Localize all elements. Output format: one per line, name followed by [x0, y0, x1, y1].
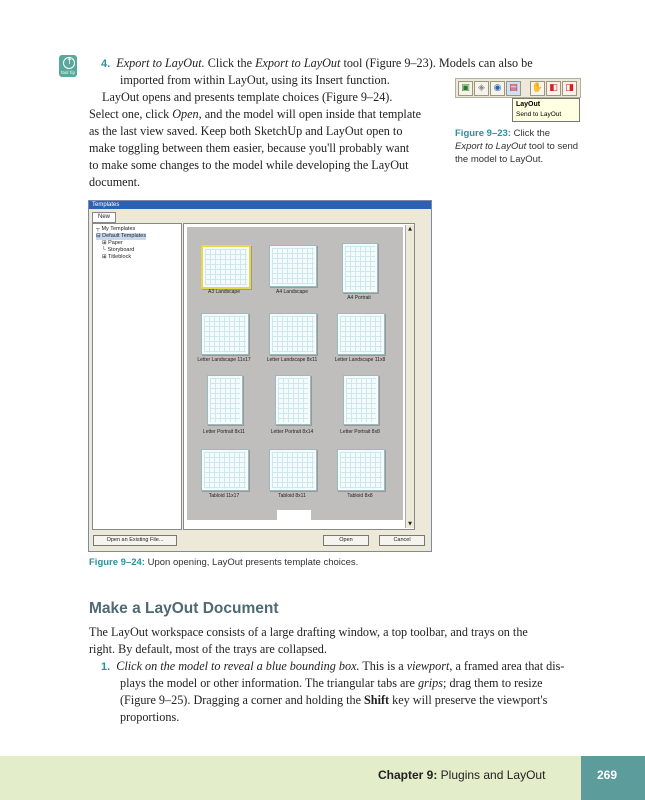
- step-1-line-4: proportions.: [120, 710, 180, 724]
- section-icon[interactable]: ◨: [562, 81, 577, 96]
- thumbnail-a3-landscape[interactable]: [201, 245, 251, 289]
- thumbnail-letter-landscape-11x8[interactable]: [337, 313, 385, 355]
- chapter-number: Chapter 9:: [378, 768, 438, 782]
- tree-label: Storyboard: [107, 247, 135, 253]
- thumbnail-letter-portrait-8x11[interactable]: [207, 375, 243, 425]
- para-line-2-a: Select one, click: [89, 107, 173, 121]
- dimension-icon[interactable]: ◧: [546, 81, 561, 96]
- tree-item-titleblock[interactable]: ⊞ Titleblock: [102, 254, 132, 260]
- para-line-2-b: , and the model will open inside that template: [198, 107, 422, 121]
- para-line-2: [89, 106, 421, 124]
- tree-item-my-templates[interactable]: ┬ My Templates: [96, 226, 136, 232]
- step-4-text-a: Click the: [204, 56, 256, 70]
- thumbnail-letter-landscape-11x17[interactable]: [201, 313, 249, 355]
- thumbnail-label: Letter Portrait 8x14: [270, 429, 314, 435]
- thumbnail-letter-portrait-8x8[interactable]: [343, 375, 379, 425]
- tree-label: Default Templates: [102, 233, 147, 239]
- thumbnail-tabloid-11x17[interactable]: [201, 449, 249, 491]
- vertical-scrollbar[interactable]: [405, 225, 414, 528]
- para-open-word: Open: [172, 107, 199, 121]
- figure-9-23-caption-b: tool to send: [526, 141, 579, 152]
- step-1-lead: Click on the model to reveal a blue bounding box.: [116, 659, 360, 673]
- templates-dialog: [88, 200, 432, 552]
- cancel-button[interactable]: Cancel: [379, 535, 425, 546]
- thumbnail-label: Letter Portrait 8x8: [340, 429, 380, 435]
- step-1-line-2-b: ; drag them to resize: [443, 676, 543, 690]
- thumbnail-area: [187, 227, 403, 520]
- template-preview-panel: [183, 223, 415, 530]
- thumbnail-tabloid-8x11[interactable]: [269, 449, 317, 491]
- hand-icon[interactable]: ✋: [530, 81, 545, 96]
- export-tooltip: [512, 98, 580, 122]
- step-1-grips: grips: [417, 676, 444, 690]
- step-1-number: 1.: [101, 661, 111, 673]
- step-1-line-3-b: key will preserve the viewport's: [389, 693, 548, 707]
- chapter-title: [378, 768, 545, 782]
- step-4-lead: Export to LayOut.: [116, 56, 205, 70]
- tree-item-default-templates[interactable]: ⊟ Default Templates: [96, 233, 147, 239]
- up-arrow-glyph: ↑: [66, 57, 73, 66]
- para-line-5: to make some changes to the model while developing the LayOut: [89, 158, 409, 172]
- tree-label: My Templates: [101, 226, 136, 232]
- thumbnail-tabloid-8x8[interactable]: [337, 449, 385, 491]
- partial-thumbnail: [277, 510, 311, 520]
- step-1-text-b: , a framed area that dis-: [449, 659, 565, 673]
- figure-9-23-caption-line-3: the model to LayOut.: [455, 154, 544, 165]
- scroll-up-icon[interactable]: ▲: [408, 226, 412, 232]
- thumbnail-label: Letter Landscape 8x11: [266, 357, 318, 363]
- open-existing-file-button[interactable]: Open an Existing File...: [93, 535, 177, 546]
- chapter-name: Plugins and LayOut: [437, 768, 546, 782]
- page-number: 269: [596, 768, 618, 782]
- figure-9-23-caption-line-1: [455, 127, 550, 141]
- thumbnail-label: Tabloid 8x8: [347, 493, 373, 499]
- tree-item-paper[interactable]: ⊞ Paper: [102, 240, 123, 246]
- open-button[interactable]: Open: [323, 535, 369, 546]
- thumbnail-label: A4 Portrait: [347, 295, 371, 301]
- thumbnail-a4-portrait[interactable]: [342, 243, 378, 293]
- thumbnail-label: Tabloid 11x17: [208, 493, 240, 499]
- thumbnail-a4-landscape[interactable]: [269, 245, 317, 287]
- step-1-line-2: [120, 675, 543, 693]
- tooltip-subtitle: Send to LayOut: [516, 111, 562, 118]
- para-line-4: make toggling between them easier, because you'll probably want: [89, 141, 410, 155]
- thumbnail-label: A4 Landscape: [276, 289, 308, 295]
- step-1-line-3: [120, 692, 547, 710]
- section-heading: Make a LayOut Document: [89, 600, 279, 617]
- arrow-up-icon: [59, 55, 77, 77]
- figure-9-23-label: Figure 9–23:: [455, 128, 511, 139]
- section-para-line-1: The LayOut workspace consists of a large drafting window, a top toolbar, and trays on the: [89, 625, 528, 639]
- tree-label: Paper: [108, 240, 123, 246]
- margin-icon-label: tool tip: [60, 70, 76, 75]
- tooltip-title: LayOut: [516, 101, 541, 108]
- thumbnail-letter-portrait-8x14[interactable]: [275, 375, 311, 425]
- tree-label: Titleblock: [108, 254, 132, 260]
- page-footer: [0, 756, 645, 800]
- thumbnail-label: Letter Landscape 11x8: [334, 357, 386, 363]
- step-4-line-2: imported from within LayOut, using its Insert function.: [120, 73, 390, 87]
- section-para-line-2: right. By default, most of the trays are collapsed.: [89, 642, 327, 656]
- figure-9-23-caption-italic: Export to LayOut: [455, 141, 527, 152]
- para-line-3: as the last view saved. Keep both SketchUp and LayOut open to: [89, 124, 403, 138]
- figure-9-23-caption-line-2: [455, 140, 578, 154]
- step-4-tool: Export to LayOut: [255, 56, 341, 70]
- page-number-box: [581, 756, 645, 800]
- step-1-line-2-a: plays the model or other information. The triangular tabs are: [120, 676, 418, 690]
- para-line-6: document.: [89, 175, 141, 189]
- figure-9-24-caption-text: Upon opening, LayOut presents template choices.: [144, 557, 359, 568]
- template-tree: [92, 223, 182, 530]
- scroll-down-icon[interactable]: ▼: [408, 521, 412, 527]
- para-line-1: LayOut opens and presents template choices (Figure 9–24).: [102, 90, 393, 104]
- figure-9-23-toolbar: [455, 78, 579, 122]
- step-1-text-a: This is a: [359, 659, 407, 673]
- tree-item-storyboard[interactable]: └ Storyboard: [102, 247, 135, 253]
- thumbnail-label: Letter Landscape 11x17: [197, 357, 251, 363]
- thumbnail-label: Letter Portrait 8x11: [202, 429, 246, 435]
- figure-9-24-caption: [89, 556, 358, 570]
- step-4-text-b: tool (Figure 9–23). Models can also be: [340, 56, 533, 70]
- styles-icon[interactable]: ◉: [490, 81, 505, 96]
- dialog-titlebar: Templates: [89, 201, 431, 209]
- thumbnail-letter-landscape-8x11[interactable]: [269, 313, 317, 355]
- new-tab[interactable]: New: [92, 212, 116, 223]
- step-1-shift: Shift: [364, 693, 390, 707]
- step-1-line-1: [101, 658, 564, 677]
- step-4-number: 4.: [101, 58, 111, 70]
- step-1-line-3-a: (Figure 9–25). Dragging a corner and holding the: [120, 693, 365, 707]
- export-to-layout-icon[interactable]: ▤: [506, 81, 521, 96]
- toolbar-strip: [455, 78, 581, 98]
- thumbnail-label: A3 Landscape: [208, 289, 240, 295]
- step-1-viewport: viewport: [406, 659, 450, 673]
- components-icon[interactable]: ◈: [474, 81, 489, 96]
- model-info-icon[interactable]: ▣: [458, 81, 473, 96]
- figure-9-23-caption-a: Click the: [510, 128, 551, 139]
- figure-9-24-label: Figure 9–24:: [89, 557, 145, 568]
- step-4-line-1: [101, 55, 533, 74]
- thumbnail-label: Tabloid 8x11: [278, 493, 306, 499]
